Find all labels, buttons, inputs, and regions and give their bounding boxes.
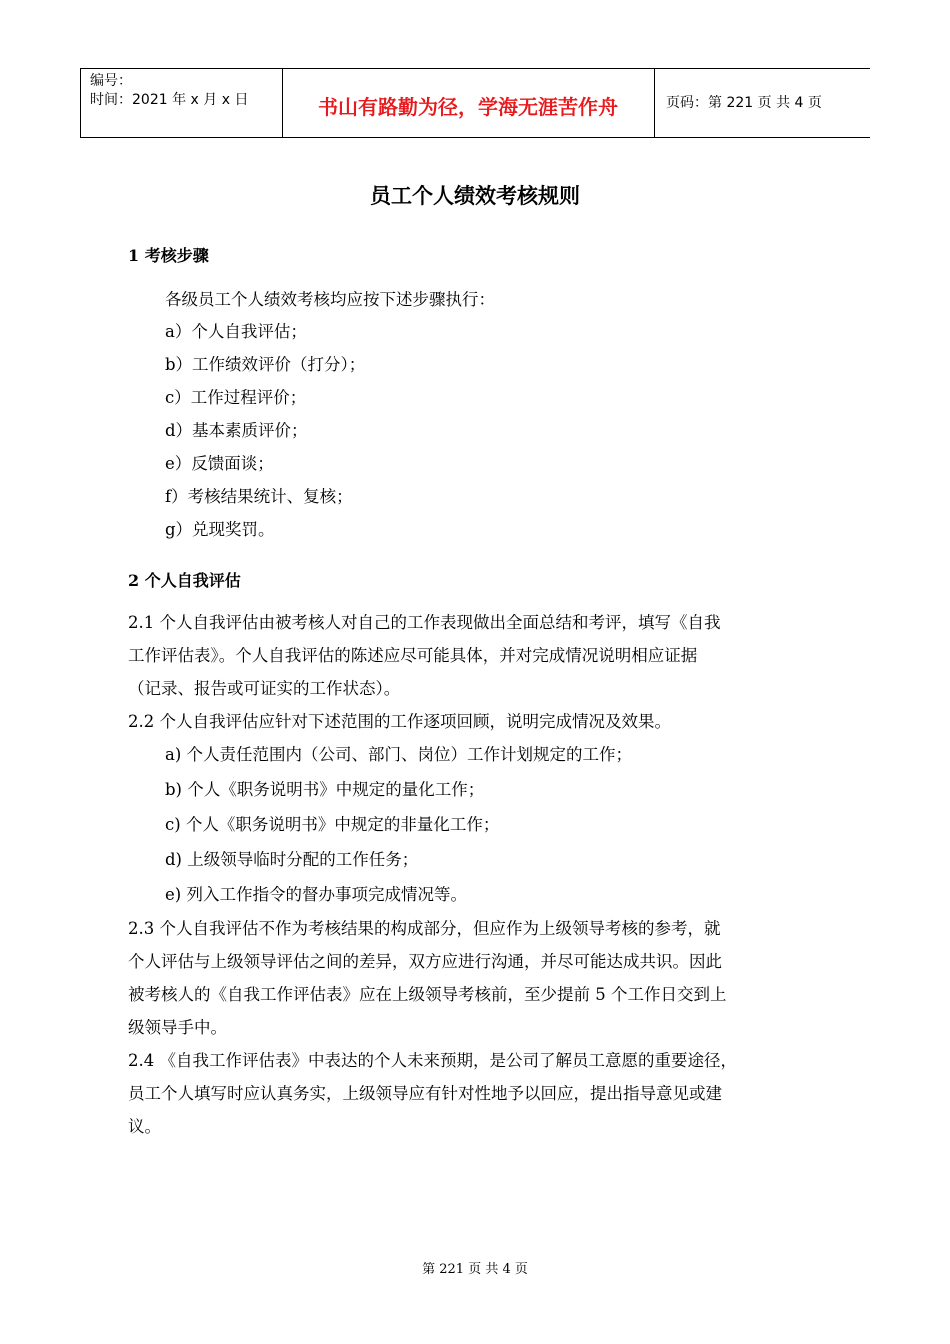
header-meta: [90, 72, 248, 110]
list-item: e) 列入工作指令的督办事项完成情况等。: [165, 885, 467, 904]
list-item: d）基本素质评价；: [165, 421, 308, 440]
list-item: g）兑现奖罚。: [165, 520, 275, 539]
paragraph-line: 议。: [128, 1117, 161, 1136]
list-item: b) 个人《职务说明书》中规定的量化工作；: [165, 780, 485, 799]
list-item: a）个人自我评估；: [165, 322, 307, 341]
paragraph-line: 级领导手中。: [128, 1018, 227, 1037]
section-heading: 1 考核步骤: [128, 246, 209, 265]
document-number: 编号：: [90, 73, 132, 89]
paragraph-line: 2.1 个人自我评估由被考核人对自己的工作表现做出全面总结和考评，填写《自我: [128, 613, 721, 632]
header-motto: 书山有路勤为径，学海无涯苦作舟: [318, 95, 618, 119]
page-header: [80, 68, 870, 138]
paragraph-line: 个人评估与上级领导评估之间的差异，双方应进行沟通，并尽可能达成共识。因此: [128, 952, 722, 971]
paragraph-line: 员工个人填写时应认真务实，上级领导应有针对性地予以回应，提出指导意见或建: [128, 1084, 722, 1103]
paragraph-line: 工作评估表》。个人自我评估的陈述应尽可能具体，并对完成情况说明相应证据: [128, 646, 698, 665]
page-footer: 第 221 页 共 4 页: [422, 1262, 528, 1277]
list-item: e）反馈面谈；: [165, 454, 274, 473]
document-date: 时间：2021 年 x 月 x 日: [90, 92, 249, 108]
list-item: d) 上级领导临时分配的工作任务；: [165, 850, 419, 869]
list-item: c) 个人《职务说明书》中规定的非量化工作；: [165, 815, 500, 834]
paragraph-line: 被考核人的《自我工作评估表》应在上级领导考核前，至少提前 5 个工作日交到上: [128, 985, 727, 1004]
header-page-number: 页码：第 221 页 共 4 页: [666, 95, 822, 111]
header-divider: [80, 69, 81, 137]
paragraph-line: 2.3 个人自我评估不作为考核结果的构成部分，但应作为上级领导考核的参考，就: [128, 919, 721, 938]
paragraph-line: （记录、报告或可证实的工作状态）。: [128, 679, 401, 698]
header-divider: [654, 69, 655, 137]
paragraph-line: 2.2 个人自我评估应针对下述范围的工作逐项回顾，说明完成情况及效果。: [128, 712, 671, 731]
list-item: f）考核结果统计、复核；: [165, 487, 353, 506]
list-item: a) 个人责任范围内（公司、部门、岗位）工作计划规定的工作；: [165, 745, 633, 764]
paragraph-line: 2.4 《自我工作评估表》中表达的个人未来预期，是公司了解员工意愿的重要途径，: [128, 1051, 737, 1070]
list-item: c）工作过程评价；: [165, 388, 307, 407]
section-heading: 2 个人自我评估: [128, 571, 241, 590]
paragraph: 各级员工个人绩效考核均应按下述步骤执行：: [165, 290, 495, 309]
list-item: b）工作绩效评价（打分）；: [165, 355, 366, 374]
document-title: 员工个人绩效考核规则: [370, 184, 580, 208]
